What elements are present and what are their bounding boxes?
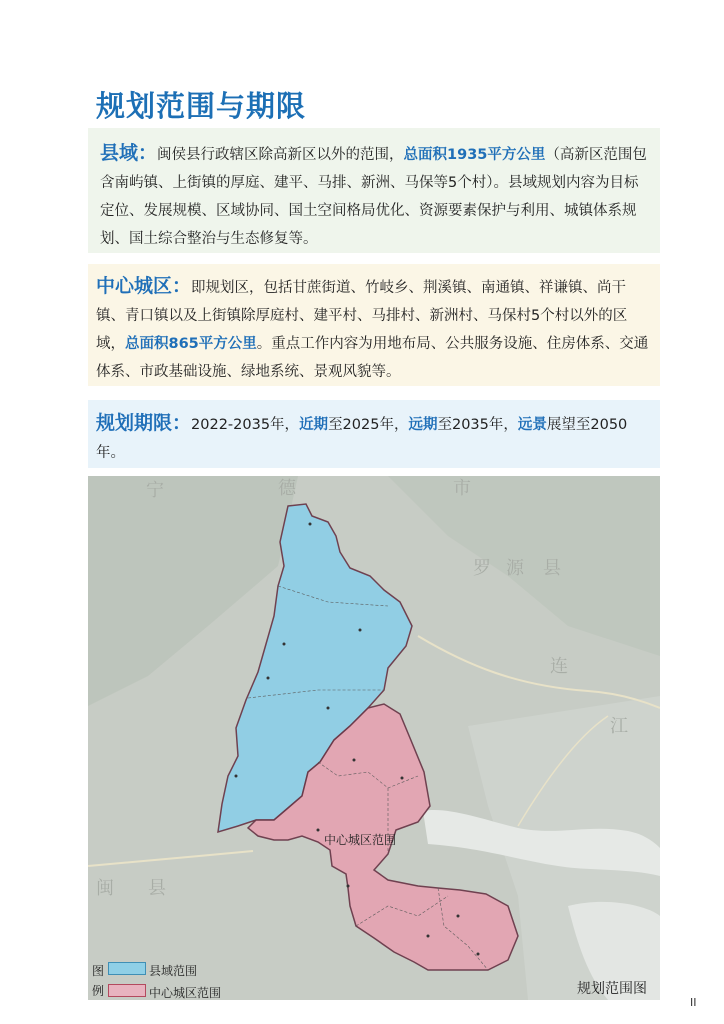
bg-label-yuan: 源 xyxy=(506,558,524,579)
bg-label-xian1: 县 xyxy=(543,558,561,579)
legend-swatch-county xyxy=(108,962,146,975)
bg-label-min: 闽 xyxy=(96,878,114,899)
center-area-highlight: 总面积865平方公里 xyxy=(125,336,257,352)
period-text-1: 2022-2035年， xyxy=(191,417,300,433)
center-heading: 中心城区： xyxy=(96,275,192,297)
bg-label-de: 德 xyxy=(278,478,296,499)
center-text-2: 。重点工作内容为用地布局、公共服务设施、住房体系、交通体系、市政基础设施、绿地系统、景观风貌等。 xyxy=(96,336,649,380)
page-title: 规划范围与期限 xyxy=(96,89,307,123)
period-text-4: 展望至2050年。 xyxy=(96,417,628,461)
planning-map xyxy=(88,476,660,1000)
period-text-3: 至2035年， xyxy=(437,417,518,433)
period-heading: 规划期限： xyxy=(96,412,192,434)
legend-swatch-center xyxy=(108,984,146,997)
legend-title-2: 例 xyxy=(92,984,105,998)
county-section xyxy=(88,128,660,253)
period-long-term: 远期 xyxy=(408,417,438,433)
bg-label-lian: 连 xyxy=(550,656,568,677)
bg-label-ning: 宁 xyxy=(146,480,164,501)
period-section xyxy=(88,400,660,468)
legend-title-1: 图 xyxy=(92,964,105,978)
center-text-1: 即规划区，包括甘蔗街道、竹岐乡、荆溪镇、南通镇、祥谦镇、尚干镇、青口镇以及上街镇除厚庭村、建平村、马排村、新洲村、马保村5个村以外的区域， xyxy=(96,280,628,352)
county-heading: 县域： xyxy=(100,142,158,164)
center-section xyxy=(88,264,660,386)
legend-label-county: 县域范围 xyxy=(149,964,198,978)
bg-label-luo: 罗 xyxy=(473,558,491,579)
period-near-term: 近期 xyxy=(299,417,329,433)
bg-label-jiang: 江 xyxy=(610,716,628,737)
bg-label-shi: 市 xyxy=(453,478,471,499)
center-city-label: 中心城区范围 xyxy=(324,833,397,847)
county-area-highlight: 总面积1935平方公里 xyxy=(403,147,546,163)
map-svg xyxy=(88,476,660,1000)
county-text-2: （高新区范围包含南屿镇、上街镇的厚庭、建平、马排、新洲、马保等5个村）。县域规划内容为目标定位、发展规模、区域协同、国土空间格局优化、资源要素保护与利用、城镇体系规划、国土综合整治与生态修复等。 xyxy=(100,147,647,247)
page-number: II xyxy=(690,996,697,1009)
bg-label-xian2: 县 xyxy=(148,878,166,899)
period-vision: 远景 xyxy=(517,417,547,433)
map-caption: 规划范围图 xyxy=(577,981,647,997)
period-text-2: 至2025年， xyxy=(328,417,409,433)
legend-label-center: 中心城区范围 xyxy=(149,986,222,1000)
county-text-1: 闽侯县行政辖区除高新区以外的范围， xyxy=(157,147,404,163)
